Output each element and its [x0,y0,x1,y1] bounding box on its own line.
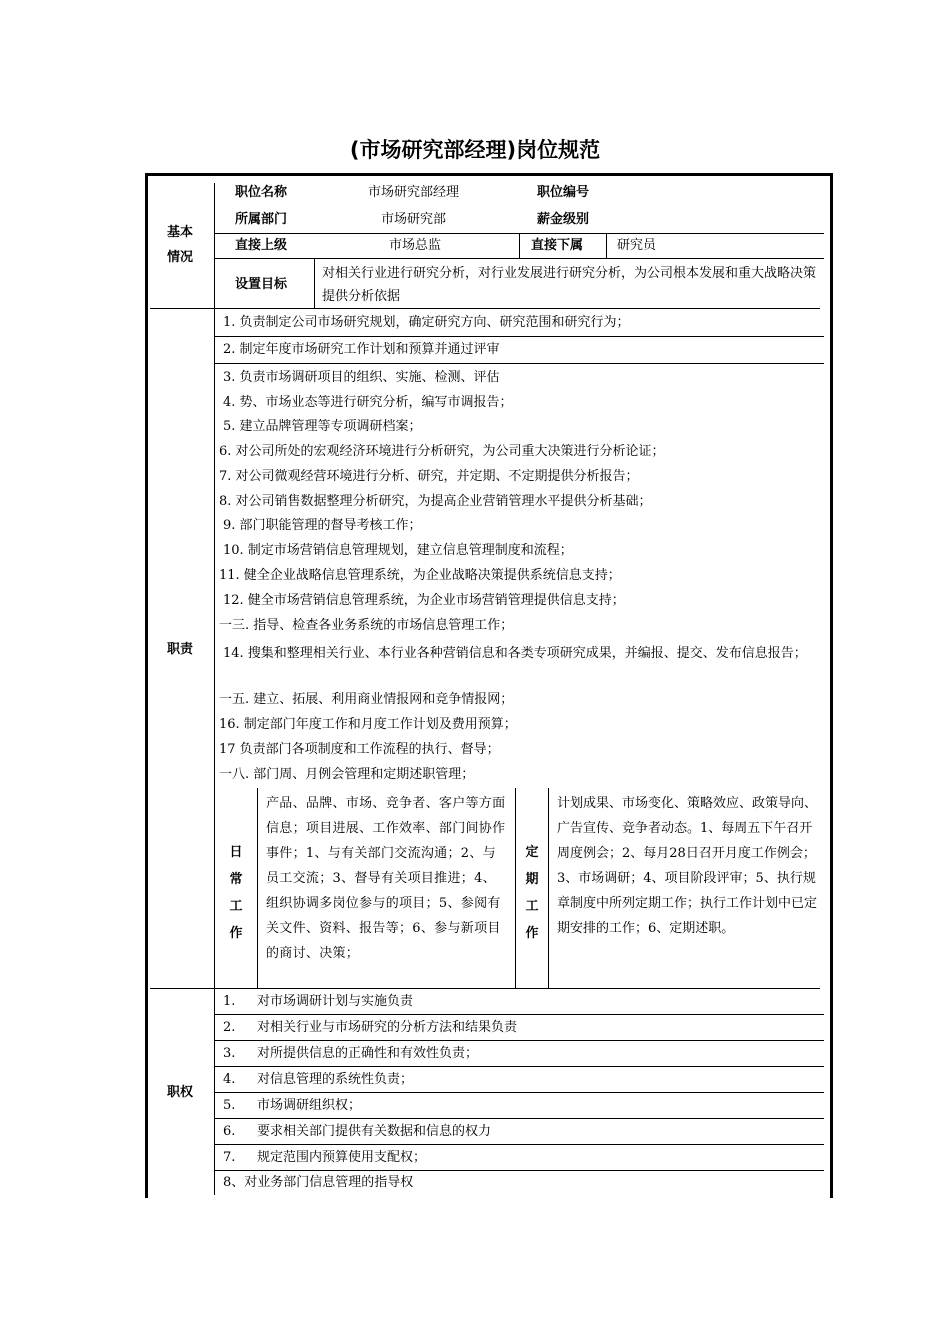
row-line [214,1014,824,1015]
power-text: 对所提供信息的正确性和有效性负责； [257,1046,479,1061]
row-line [214,1066,824,1067]
superior-value: 市场总监 [389,238,442,253]
subordinate-label: 直接下属 [531,238,584,253]
periodic-label-char: 定 [525,845,539,860]
basic-label-2: 情况 [167,250,194,265]
cell-line [257,788,258,988]
duty-item: 14. 搜集和整理相关行业、本行业各种营销信息和各类专项研究成果，并编报、提交、发布信息报告； [223,646,807,661]
cell-line [519,233,520,258]
cell-line [314,258,315,308]
row-line [214,1170,824,1171]
salary-label: 薪金级别 [537,212,590,227]
periodic-work-label [520,839,544,947]
cell-line [548,788,549,988]
row-line [214,1092,824,1093]
row-line [214,363,824,364]
position-code-label: 职位编号 [537,185,590,200]
duty-item: 4. 势、市场业态等进行研究分析，编写市调报告； [223,395,513,410]
duties-divider [214,308,215,988]
daily-label-char: 日 [229,845,243,860]
power-num: 1. [223,994,236,1009]
goal-value: 对相关行业进行研究分析，对行业发展进行研究分析，为公司根本发展和重大战略决策提供分析依据 [322,266,817,304]
goal-label: 设置目标 [235,277,288,292]
daily-work-text: 产品、品牌、市场、竞争者、客户等方面信息；项目进展、工作效率、部门间协作事件；1、与有关部门交流沟通；2、与员工交流；3、督导有关项目推进；4、组织协调多岗位参与的项目；5、参阅有关文件、资料、报告等；6、参与新项目的商讨、决策； [266,796,506,961]
daily-work-label [224,839,248,947]
power-text: 对信息管理的系统性负责； [257,1072,414,1087]
power-num: 6. [223,1124,236,1139]
daily-label-char: 作 [229,926,243,941]
subordinate-value: 研究员 [617,238,657,253]
periodic-work-text: 计划成果、市场变化、策略效应、政策导向、广告宣传、竞争者动态。1、每周五下午召开周度例会；2、每月28日召开月度工作例会；3、市场调研；4、项目阶段评审；5、执行规章制度中所列定期工作；执行工作计划中已定期安排的工作；6、定期述职。 [557,796,818,936]
position-name-value: 市场研究部经理 [368,185,460,200]
power-text: 对相关行业与市场研究的分析方法和结果负责 [257,1020,518,1035]
power-text: 对市场调研计划与实施负责 [257,994,414,1009]
basic-divider [214,183,215,308]
periodic-label-char: 工 [525,899,539,914]
basic-label-1: 基本 [167,225,194,240]
duty-item: 9. 部门职能管理的督导考核工作； [223,518,422,533]
cell-line [515,788,516,988]
row-line [214,1118,824,1119]
power-num: 7. [223,1150,236,1165]
row-line [214,1040,824,1041]
duty-item: 5. 建立品牌管理等专项调研档案； [223,419,422,434]
duty-item: 10. 制定市场营销信息管理规划，建立信息管理制度和流程； [223,543,573,558]
power-num: 3. [223,1046,236,1061]
power-text: 8、对业务部门信息管理的指导权 [223,1175,414,1190]
duty-item: 一八. 部门周、月例会管理和定期述职管理； [219,767,475,782]
duty-item: 7. 对公司微观经营环境进行分析、研究，并定期、不定期提供分析报告； [219,469,639,484]
duty-item: 12. 健全市场营销信息管理系统，为企业市场营销管理提供信息支持； [223,593,625,608]
dept-label: 所属部门 [235,212,288,227]
dept-value: 市场研究部 [381,212,447,227]
position-name-label: 职位名称 [235,185,288,200]
duty-item: 6. 对公司所处的宏观经济环境进行分析研究，为公司重大决策进行分析论证； [219,444,665,459]
row-line [214,258,824,259]
row-line [214,1144,824,1145]
duty-item: 16. 制定部门年度工作和月度工作计划及费用预算； [219,717,517,732]
duty-item: 一五. 建立、拓展、利用商业情报网和竞争情报网； [219,692,514,707]
power-text: 市场调研组织权； [257,1098,362,1113]
power-num: 4. [223,1072,236,1087]
power-text: 规定范围内预算使用支配权； [257,1150,427,1165]
duty-item: 3. 负责市场调研项目的组织、实施、检测、评估 [223,370,500,385]
duties-label: 职责 [167,642,194,657]
daily-label-char: 常 [229,872,243,887]
periodic-label-char: 作 [525,926,539,941]
powers-label: 职权 [167,1085,194,1100]
section-line [150,308,820,309]
page-title: (市场研究部经理)岗位规范 [349,138,601,162]
duty-item: 17 负责部门各项制度和工作流程的执行、督导； [219,742,500,757]
duty-item: 2. 制定年度市场研究工作计划和预算并通过评审 [223,342,500,357]
duty-item: 1. 负责制定公司市场研究规划，确定研究方向、研究范围和研究行为； [223,315,630,330]
duty-item: 一三. 指导、检查各业务系统的市场信息管理工作； [219,618,514,633]
daily-label-char: 工 [229,899,243,914]
section-line [150,988,820,989]
superior-label: 直接上级 [235,238,288,253]
cell-line [606,233,607,258]
periodic-label-char: 期 [525,872,539,887]
power-num: 2. [223,1020,236,1035]
power-text: 要求相关部门提供有关数据和信息的权力 [257,1124,492,1139]
row-line [214,336,824,337]
duty-item: 8. 对公司销售数据整理分析研究，为提高企业营销管理水平提供分析基础； [219,494,652,509]
duty-item: 11. 健全企业战略信息管理系统，为企业战略决策提供系统信息支持； [219,568,621,583]
power-num: 5. [223,1098,236,1113]
